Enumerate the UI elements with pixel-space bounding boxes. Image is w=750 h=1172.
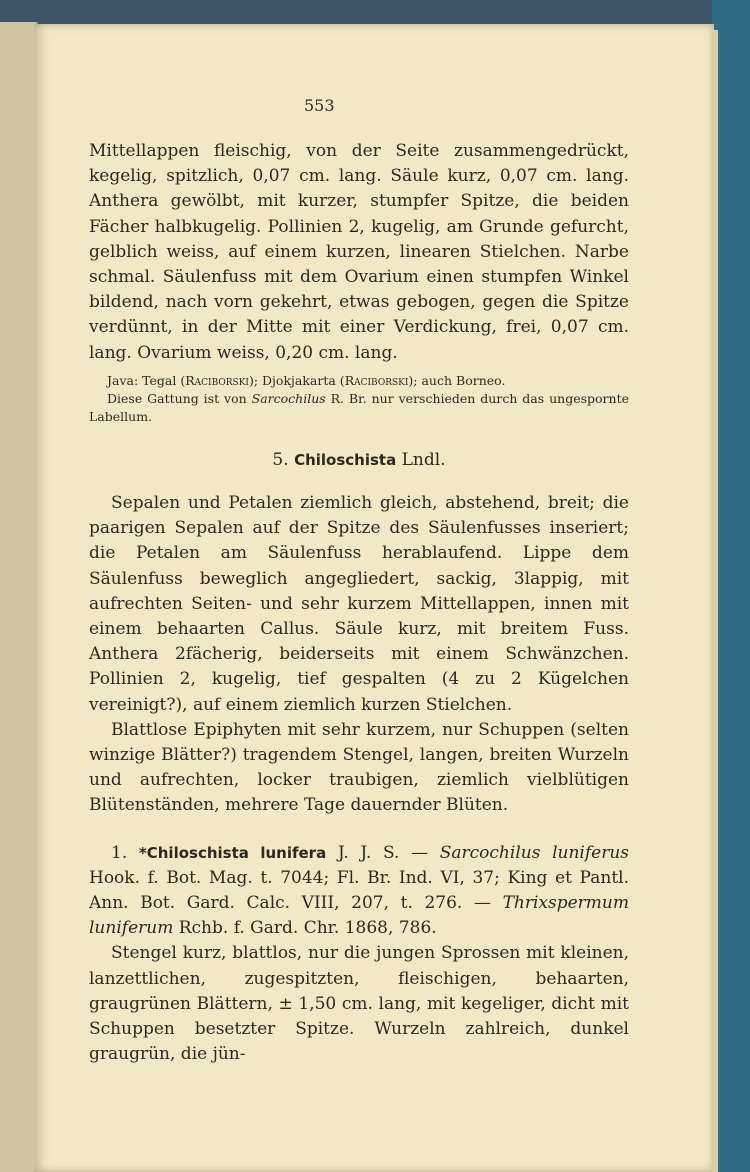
- genus-note: Diese Gattung ist von Sarcochilus R. Br. nur verschieden durch das ungespornte Labellum.: [89, 390, 629, 424]
- genus-habit: Blattlose Epiphyten mit sehr kurzem, nur Schuppen (selten winzige Blätter?) tragendem Stengel, langen, breiten Wurzeln und aufrechten, locker traubigen, ziemlich vielblütigen Blütenständen, mehrere Tage dauernder Blüten.: [89, 719, 629, 816]
- facing-page-edge: [0, 22, 38, 1172]
- page-edge: [712, 30, 718, 1172]
- species-description: Stengel kurz, blattlos, nur die jungen Sprossen mit kleinen, lanzettlichen, zugespitzten, fleischigen, behaarten, graugrünen Blättern, ± 1,50 cm. lang, mit kegeliger, dicht mit Schuppen besetzter Spitze. Wurzeln zahlreich, dunkel graugrün, die jün-: [89, 943, 629, 1065]
- genus-heading: 5. Chiloschista Lndl.: [272, 449, 446, 470]
- page-text: [89, 139, 629, 1068]
- species-entry: 1. *Chiloschista lunifera J. J. S. — Sarcochilus luniferus Hook. f. Bot. Mag. t. 7044; Fl. Br. Ind. VI, 37; King et Pantl. Ann. Bot. Gard. Calc. VIII, 207, t. 276. — Thrixspermum luniferum Rchb. f. Gard. Chr. 1868, 786.: [89, 842, 630, 939]
- distribution-note: Java: Tegal (Raciborski); Djokjakarta (Raciborski); auch Borneo.: [107, 372, 506, 388]
- book-page: [34, 24, 714, 1172]
- book-cover-top: [0, 0, 750, 26]
- description-continued: Mittellappen fleischig, von der Seite zusammengedrückt, kegelig, spitzlich, 0,07 cm. lang. Säule kurz, 0,07 cm. lang. Anthera gewölbt, mit kurzer, stumpfer Spitze, die beiden Fächer halbkugelig. Pollinien 2, kugelig, am Grunde gefurcht, gelblich weiss, auf einem kurzen, linearen Stielchen. Narbe schmal. Säulenfuss mit dem Ovarium einen stumpfen Winkel bildend, nach vorn gekehrt, etwas gebogen, gegen die Spitze verdünnt, in der Mitte mit einer Verdickung, frei, 0,07 cm. lang. Ovarium weiss, 0,20 cm. lang.: [89, 141, 629, 363]
- genus-description: Sepalen und Petalen ziemlich gleich, abstehend, breit; die paarigen Sepalen auf der Spitze des Säulenfusses inseriert; die Petalen am Säulenfuss herablaufend. Lippe dem Säulenfuss beweglich angegliedert, sackig, 3lappig, mit aufrechten Seiten- und sehr kurzem Mittellappen, innen mit einem behaarten Callus. Säule kurz, mit breitem Fuss. Anthera 2fächerig, beiderseits mit einem Schwänzchen. Pollinien 2, kugelig, tief gespalten (4 zu 2 Kügelchen vereinigt?), auf einem ziemlich kurzen Stielchen.: [89, 493, 629, 715]
- page-number: 553: [304, 96, 335, 115]
